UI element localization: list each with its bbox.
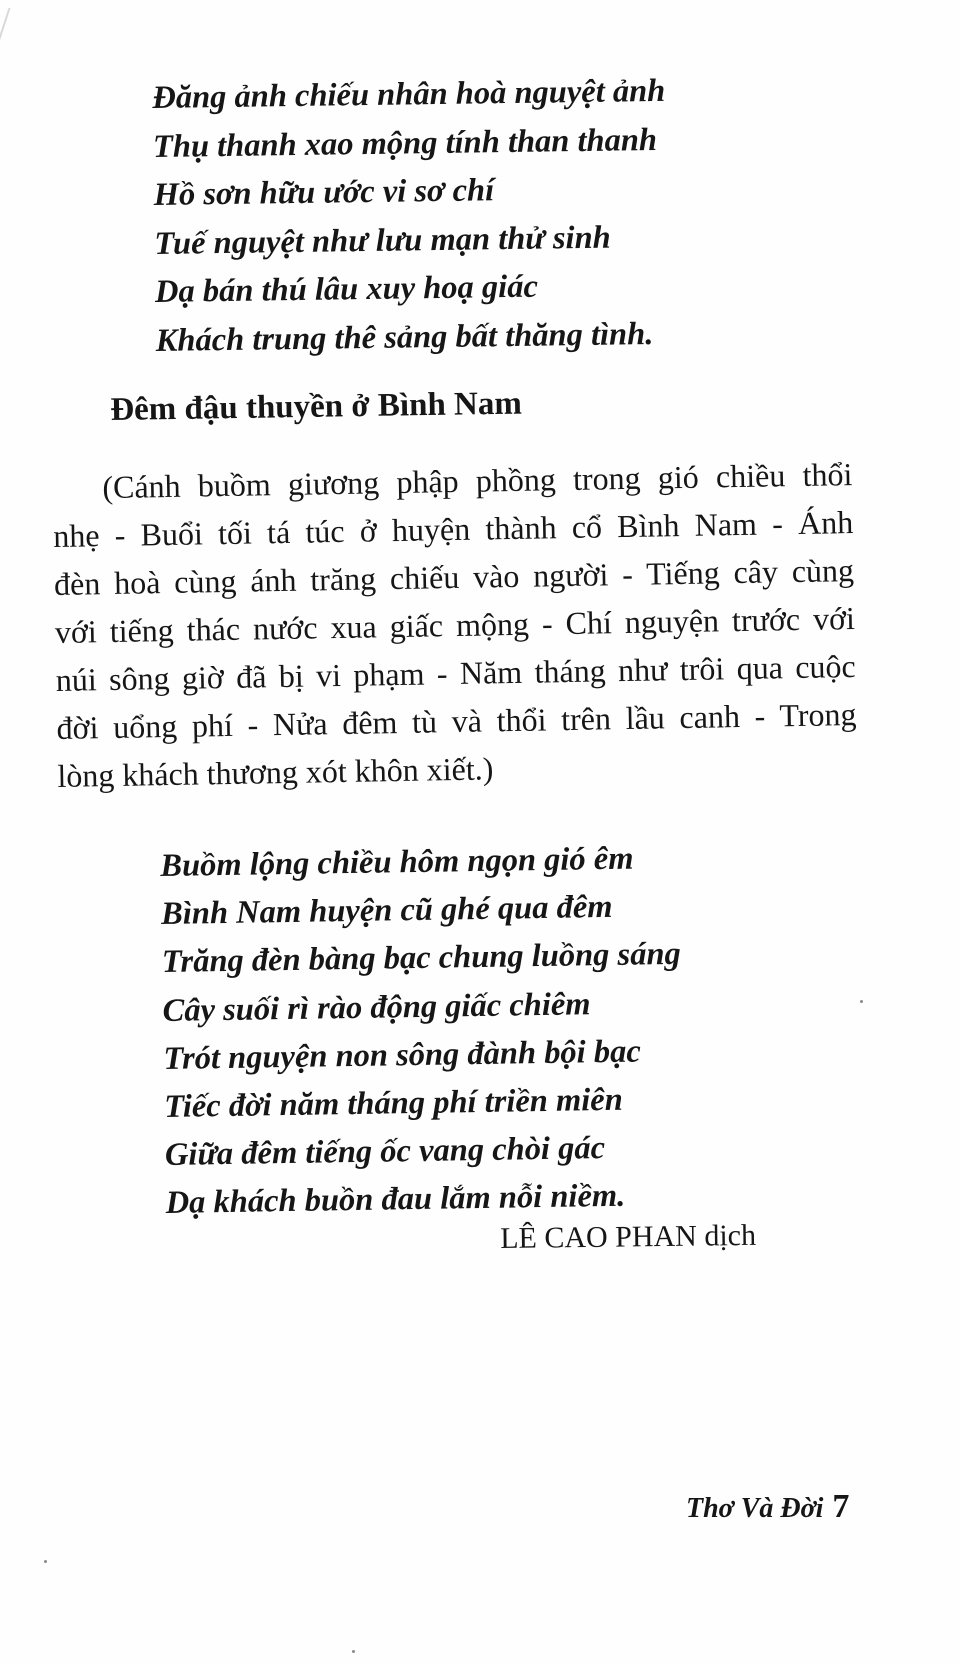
prose-line: (Cánh buồm giương phập phồng trong gió chiều thổi (102, 456, 853, 506)
verse-line: Trăng đèn bàng bạc chung luồng sáng (161, 936, 682, 981)
prose-line: nhẹ - Buổi tối tá túc ở huyện thành cổ Bình Nam - Ánh (52, 504, 854, 554)
prose-translation (52, 450, 858, 800)
verse-line: Bình Nam huyện cũ ghé qua đêm (160, 889, 613, 933)
poem-line: Khách trung thê sảng bất thăng tình. (155, 315, 654, 359)
prose-line: đèn hoà cùng ánh trăng chiếu vào người - Tiếng cây cùng (53, 552, 855, 602)
prose-line: đời uổng phí - Nửa đêm tù và thổi trên lầu canh - Trong (56, 696, 857, 746)
poem-line: Tuế nguyệt như lưu mạn thử sinh (154, 219, 611, 262)
original-poem (152, 67, 669, 365)
verse-line: Trót nguyện non sông đành bội bạc (163, 1033, 642, 1077)
section-title: Đêm đậu thuyền ở Bình Nam (110, 385, 523, 428)
paper-speck (860, 1000, 863, 1003)
prose-line: lòng khách thương xót khôn xiết.) (57, 750, 494, 794)
poem-line: Thụ thanh xao mộng tính than thanh (152, 121, 658, 165)
prose-line: núi sông giờ đã bị vi phạm - Năm tháng như trôi qua cuộc (55, 648, 856, 698)
prose-line: với tiếng thác nước xua giấc mộng - Chí nguyện trước với (54, 600, 856, 650)
poem-line: Dạ bán thú lâu xuy hoạ giác (154, 268, 539, 310)
verse-line: Cây suối rì rào động giấc chiêm (162, 985, 591, 1029)
running-book-title: Thơ Và Đời (686, 1493, 824, 1524)
verse-translation (160, 834, 685, 1228)
paper-speck (44, 1560, 47, 1563)
poem-line: Đăng ảnh chiếu nhân hoà nguyệt ảnh (152, 72, 666, 116)
paper-speck (352, 1650, 355, 1653)
translator-credit: LÊ CAO PHAN dịch (500, 1218, 757, 1255)
verse-line: Buồm lộng chiều hôm ngọn gió êm (160, 840, 634, 884)
verse-line: Tiếc đời năm tháng phí triền miên (163, 1081, 624, 1125)
verse-line: Dạ khách buồn đau lắm nỗi niềm. (165, 1178, 626, 1222)
poem-line: Hồ sơn hữu ước vi sơ chí (153, 172, 495, 213)
page-footer (686, 1488, 849, 1526)
page-corner-mark (0, 8, 34, 48)
verse-line: Giữa đêm tiếng ốc vang chòi gác (164, 1130, 606, 1174)
page-number: 7 (832, 1488, 850, 1525)
